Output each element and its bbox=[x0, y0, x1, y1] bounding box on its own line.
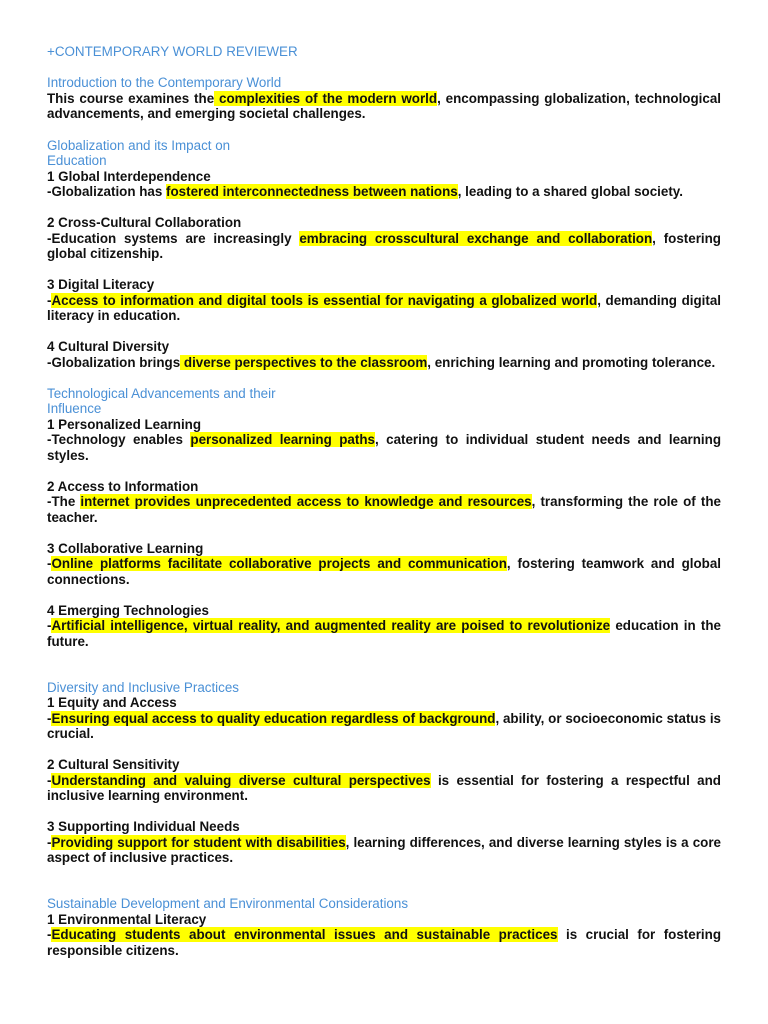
intro-section bbox=[47, 75, 721, 122]
list-item bbox=[47, 757, 721, 804]
section-heading bbox=[47, 138, 721, 169]
item-text-pre: - bbox=[47, 834, 52, 850]
section-diversity bbox=[47, 680, 721, 866]
section-heading-line1: Technological Advancements and their bbox=[47, 385, 276, 401]
item-title: 1 Personalized Learning bbox=[47, 416, 202, 432]
section-heading: Diversity and Inclusive Practices bbox=[47, 679, 240, 695]
spacer bbox=[47, 665, 721, 680]
section-heading-line1: Globalization and its Impact on bbox=[47, 137, 231, 153]
item-text-post: , enriching learning and promoting tolerance. bbox=[427, 354, 716, 370]
item-title: 1 Equity and Access bbox=[47, 695, 177, 710]
item-text-post: , fostering global citizenship. bbox=[47, 230, 721, 261]
item-highlight: internet provides unprecedented access to knowledge and resources bbox=[80, 494, 532, 509]
item-text-pre: -Technology enables bbox=[47, 432, 191, 447]
intro-heading: Introduction to the Contemporary World bbox=[47, 75, 282, 90]
item-text-post: education in the future. bbox=[47, 618, 721, 649]
item-title: 2 Access to Information bbox=[47, 478, 199, 494]
item-text-pre: -The bbox=[47, 494, 81, 509]
item-body bbox=[47, 355, 721, 371]
list-item bbox=[47, 339, 721, 370]
item-body bbox=[47, 231, 721, 262]
item-body bbox=[47, 927, 721, 958]
item-title: 1 Environmental Literacy bbox=[47, 911, 207, 927]
item-body bbox=[47, 494, 721, 525]
section-sustainability bbox=[47, 896, 721, 958]
item-highlight: Educating students about environmental issues and sustainable practices bbox=[51, 927, 558, 942]
item-text-pre: - bbox=[47, 772, 52, 788]
item-text-pre: - bbox=[47, 292, 52, 308]
item-highlight: Ensuring equal access to quality education regardless of background bbox=[51, 710, 496, 726]
list-item bbox=[47, 695, 721, 742]
item-body bbox=[47, 618, 721, 649]
item-text-post: , ability, or socioeconomic status is crucial. bbox=[47, 710, 721, 741]
document-title: +CONTEMPORARY WORLD REVIEWER bbox=[47, 44, 298, 59]
list-item bbox=[47, 479, 721, 526]
item-body bbox=[47, 773, 721, 804]
item-body bbox=[47, 184, 721, 200]
item-title: 4 Emerging Technologies bbox=[47, 602, 209, 618]
item-highlight: fostered interconnectedness between nations bbox=[166, 184, 458, 199]
item-text-post: is essential for fostering a respectful and inclusive learning environment. bbox=[47, 772, 721, 803]
item-text-pre: -Globalization brings bbox=[47, 354, 181, 370]
list-item bbox=[47, 215, 721, 262]
item-title: 3 Supporting Individual Needs bbox=[47, 819, 240, 834]
section-heading-line2: Influence bbox=[47, 401, 102, 416]
item-text-pre: -Globalization has bbox=[47, 184, 167, 199]
item-body bbox=[47, 293, 721, 324]
item-text-pre: - bbox=[47, 927, 52, 942]
list-item bbox=[47, 819, 721, 866]
item-highlight: Understanding and valuing diverse cultural perspectives bbox=[51, 772, 431, 788]
item-text-post: , leading to a shared global society. bbox=[457, 184, 683, 199]
item-text-pre: -Education systems are increasingly bbox=[47, 230, 300, 246]
item-highlight: embracing crosscultural exchange and collaboration bbox=[299, 230, 653, 246]
item-title: 1 Global Interdependence bbox=[47, 168, 211, 184]
intro-paragraph bbox=[47, 91, 721, 122]
section-globalization bbox=[47, 138, 721, 371]
item-highlight: Access to information and digital tools is essential for navigating a globalized world bbox=[51, 292, 598, 308]
item-highlight: personalized learning paths bbox=[190, 432, 375, 447]
intro-text-pre: This course examines the bbox=[47, 90, 215, 106]
list-item bbox=[47, 277, 721, 324]
section-heading bbox=[47, 386, 721, 417]
item-highlight: diverse perspectives to the classroom bbox=[180, 354, 428, 370]
spacer bbox=[47, 881, 721, 896]
section-technology bbox=[47, 386, 721, 650]
item-body bbox=[47, 835, 721, 866]
document-content bbox=[47, 44, 721, 974]
item-text-post: , fostering teamwork and global connections. bbox=[47, 556, 721, 587]
item-text-post: , catering to individual student needs and learning styles. bbox=[47, 432, 722, 463]
intro-highlight: complexities of the modern world bbox=[214, 90, 438, 106]
section-heading-line2: Education bbox=[47, 153, 107, 168]
list-item bbox=[47, 417, 721, 464]
item-text-post: , demanding digital literacy in education. bbox=[47, 292, 722, 323]
section-heading: Sustainable Development and Environmental Considerations bbox=[47, 896, 409, 911]
list-item bbox=[47, 603, 721, 650]
list-item bbox=[47, 169, 721, 200]
item-title: 2 Cross-Cultural Collaboration bbox=[47, 215, 242, 230]
list-item bbox=[47, 541, 721, 588]
item-highlight: Artificial intelligence, virtual reality, and augmented reality are poised to revolutionize bbox=[51, 618, 611, 633]
item-title: 3 Collaborative Learning bbox=[47, 540, 204, 556]
item-text-pre: - bbox=[47, 710, 52, 726]
item-highlight: Providing support for student with disabilities bbox=[51, 834, 346, 850]
list-item bbox=[47, 912, 721, 959]
item-text-post: , transforming the role of the teacher. bbox=[47, 494, 721, 525]
item-title: 4 Cultural Diversity bbox=[47, 339, 170, 354]
intro-text-post: , encompassing globalization, technological advancements, and emerging societal challenges. bbox=[47, 90, 722, 121]
item-text-post: , learning differences, and diverse learning styles is a core aspect of inclusive practices. bbox=[47, 834, 721, 865]
item-highlight: Online platforms facilitate collaborative projects and communication bbox=[51, 556, 507, 571]
item-text-post: is crucial for fostering responsible citizens. bbox=[47, 927, 722, 958]
item-body bbox=[47, 432, 721, 463]
item-body bbox=[47, 556, 721, 587]
item-text-pre: - bbox=[47, 618, 52, 633]
item-title: 2 Cultural Sensitivity bbox=[47, 757, 180, 772]
item-text-pre: - bbox=[47, 556, 52, 571]
item-body bbox=[47, 711, 721, 742]
item-title: 3 Digital Literacy bbox=[47, 277, 155, 292]
